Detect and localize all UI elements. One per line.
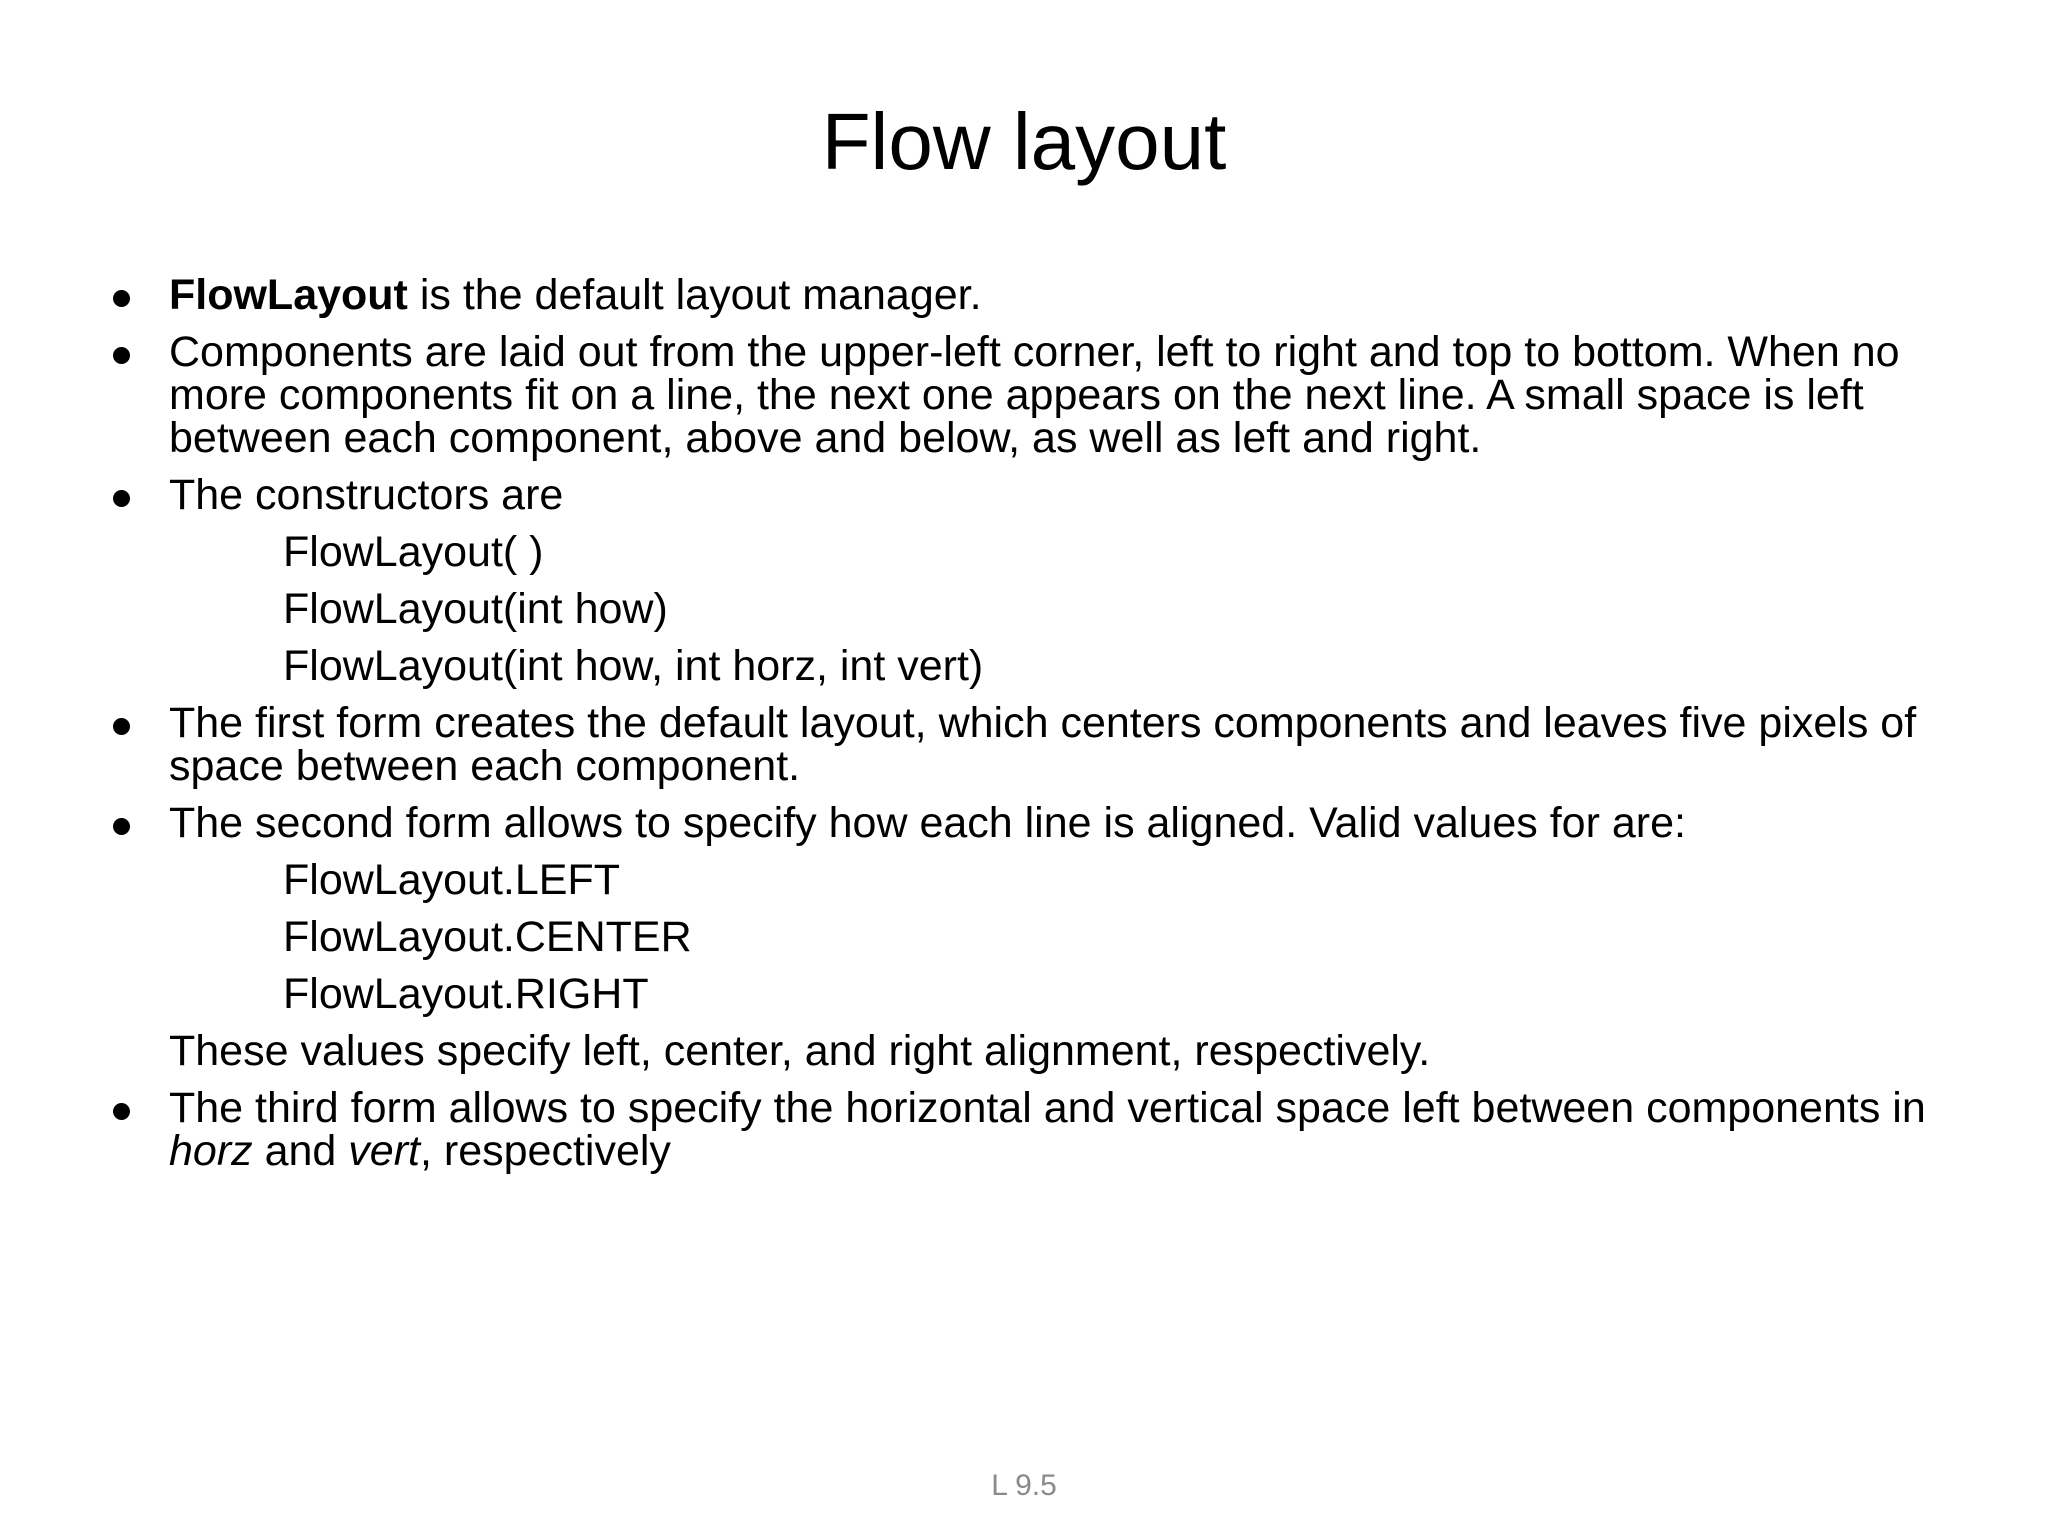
bullet-icon: [113, 718, 130, 735]
bullet-text: The first form creates the default layout, which centers components and leaves five pixels of space between each component.: [169, 699, 1917, 790]
bullet-item: [105, 1084, 1965, 1175]
bullet-item: [105, 471, 1965, 519]
param-vert: vert: [348, 1127, 420, 1175]
bullet-text: , respectively: [419, 1127, 671, 1175]
bullet-text: and: [252, 1127, 349, 1175]
bullet-icon: [113, 490, 130, 507]
bullet-text: The second form allows to specify how each line is aligned. Valid values for are:: [169, 799, 1686, 847]
slide-title: Flow layout: [821, 97, 1227, 186]
bullet-text: Components are laid out from the upper-left corner, left to right and top to bottom. When no more components fit on a line, the next one appears on the next line. A small space is left between each component, above and below, as well as left and right.: [169, 328, 1900, 462]
bullet-text: is the default layout manager.: [407, 271, 982, 319]
bullet-icon: [113, 1103, 130, 1120]
bullet-text: The third form allows to specify the horizontal and vertical space left between components in: [169, 1084, 1926, 1132]
alignment-constant: FlowLayout.RIGHT: [283, 970, 649, 1018]
bullet-item: [105, 699, 1965, 790]
alignment-note: These values specify left, center, and right alignment, respectively.: [169, 1027, 1431, 1075]
param-horz: horz: [169, 1127, 253, 1175]
bullet-keyword: FlowLayout: [169, 271, 408, 319]
constructor-line: FlowLayout( ): [283, 528, 544, 576]
bullet-icon: [113, 347, 130, 364]
bullet-item: [105, 328, 1965, 462]
bullet-icon: [113, 818, 130, 835]
bullet-item: [105, 799, 1965, 847]
alignment-constant: FlowLayout.CENTER: [283, 913, 692, 961]
slide-number: L 9.5: [991, 1469, 1057, 1502]
constructor-line: FlowLayout(int how): [283, 585, 668, 633]
bullet-icon: [113, 290, 130, 307]
alignment-constant: FlowLayout.LEFT: [283, 856, 620, 904]
slide-content: [105, 271, 1965, 1187]
bullet-text: The constructors are: [169, 471, 564, 519]
constructor-line: FlowLayout(int how, int horz, int vert): [283, 642, 984, 690]
bullet-item: [105, 271, 1965, 319]
